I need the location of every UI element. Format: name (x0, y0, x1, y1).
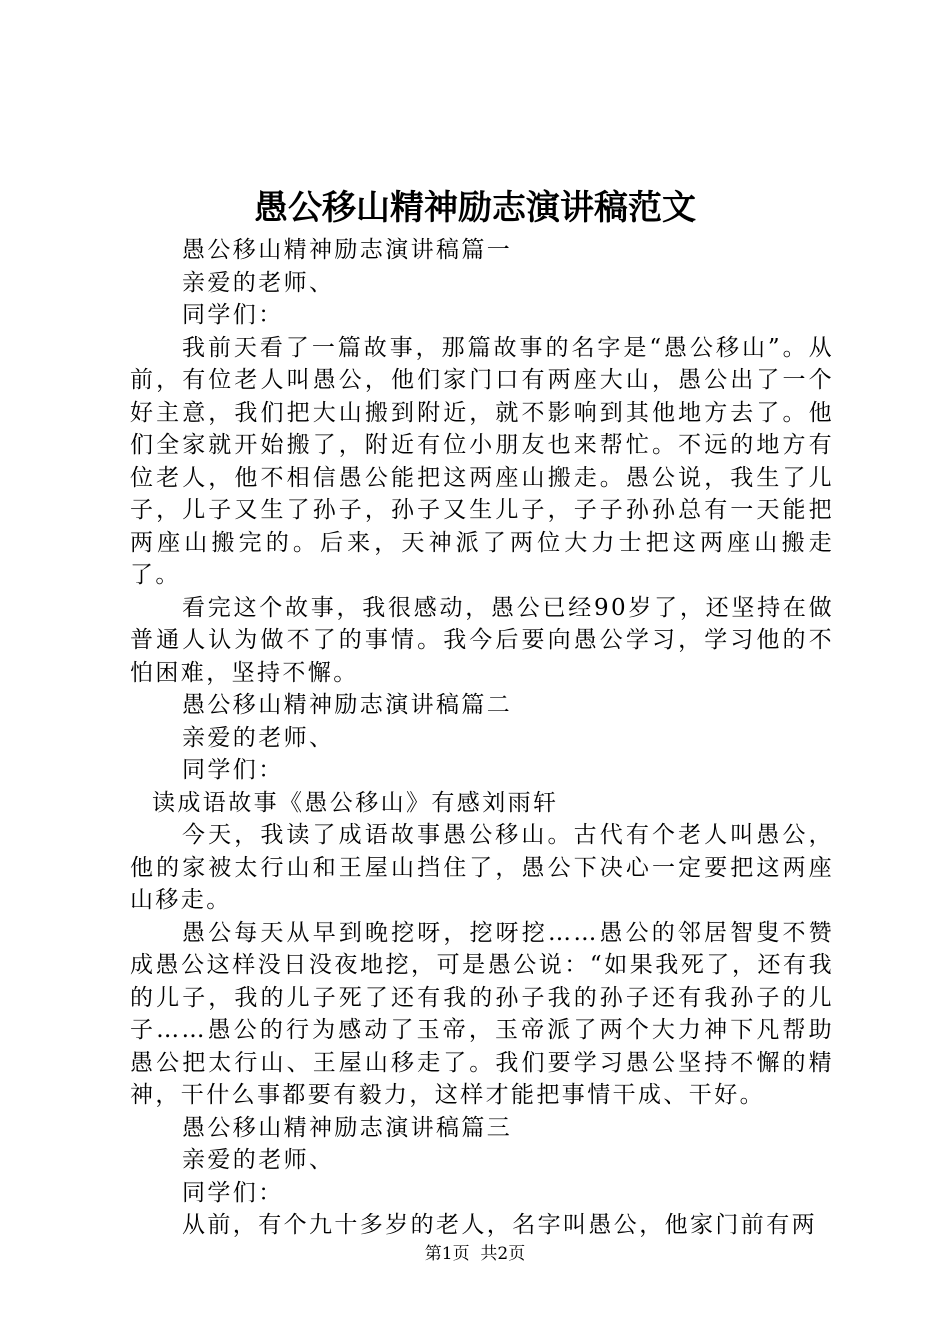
page-number: 第1页 (424, 1244, 470, 1264)
body-paragraph: 愚公每天从早到晚挖呀，挖呀挖……愚公的邻居智叟不赞成愚公这样没日没夜地挖，可是愚公说：“如果我死了，还有我的儿子，我的儿子死了还有我的孙子我的孙子还有我孙子的儿子……愚公的行为感动了玉帝，玉帝派了两个大力神下凡帮助愚公把太行山、王屋山移走了。我们要学习愚公坚持不懈的精神，干什么事都要有毅力，这样才能把事情干成、干好。 (130, 919, 834, 1108)
salutation-line: 亲爱的老师、 (182, 1147, 335, 1173)
document-body (130, 234, 834, 1242)
page-total: 共2页 (480, 1244, 526, 1264)
salutation-line: 同学们： (182, 1179, 284, 1206)
salutation-line: 亲爱的老师、 (182, 269, 335, 296)
section-heading: 愚公移山精神励志演讲稿篇三 (182, 1114, 513, 1141)
body-paragraph: 今天，我读了成语故事愚公移山。古代有个老人叫愚公，他的家被太行山和王屋山挡住了，愚公下决心一定要把这两座山移走。 (130, 822, 834, 913)
salutation-line: 亲爱的老师、 (182, 724, 335, 751)
section-heading: 愚公移山精神励志演讲稿篇二 (182, 692, 513, 718)
salutation-line: 同学们： (182, 302, 284, 328)
document-title: 愚公移山精神励志演讲稿范文 (254, 188, 696, 228)
salutation-line: 同学们： (182, 757, 284, 783)
section-heading: 愚公移山精神励志演讲稿篇一 (182, 237, 513, 263)
body-paragraph: 看完这个故事，我很感动，愚公已经90岁了，还坚持在做普通人认为做不了的事情。我今后要向愚公学习，学习他的不怕困难，坚持不懈。 (130, 594, 834, 686)
page-footer (0, 1242, 950, 1266)
body-paragraph: 从前，有个九十多岁的老人，名字叫愚公，他家门前有两 (182, 1212, 817, 1238)
essay-subtitle: 读成语故事《愚公移山》有感刘雨轩 (152, 789, 559, 816)
body-paragraph: 我前天看了一篇故事，那篇故事的名字是“愚公移山”。从前，有位老人叫愚公，他们家门口有两座大山，愚公出了一个好主意，我们把大山搬到附近，就不影响到其他地方去了。他们全家就开始搬了，附近有位小朋友也来帮忙。不远的地方有位老人，他不相信愚公能把这两座山搬走。愚公说，我生了儿子，儿子又生了孙子，孙子又生儿子，子子孙孙总有一天能把两座山搬完的。后来，天神派了两位大力士把这两座山搬走了。 (130, 334, 834, 588)
